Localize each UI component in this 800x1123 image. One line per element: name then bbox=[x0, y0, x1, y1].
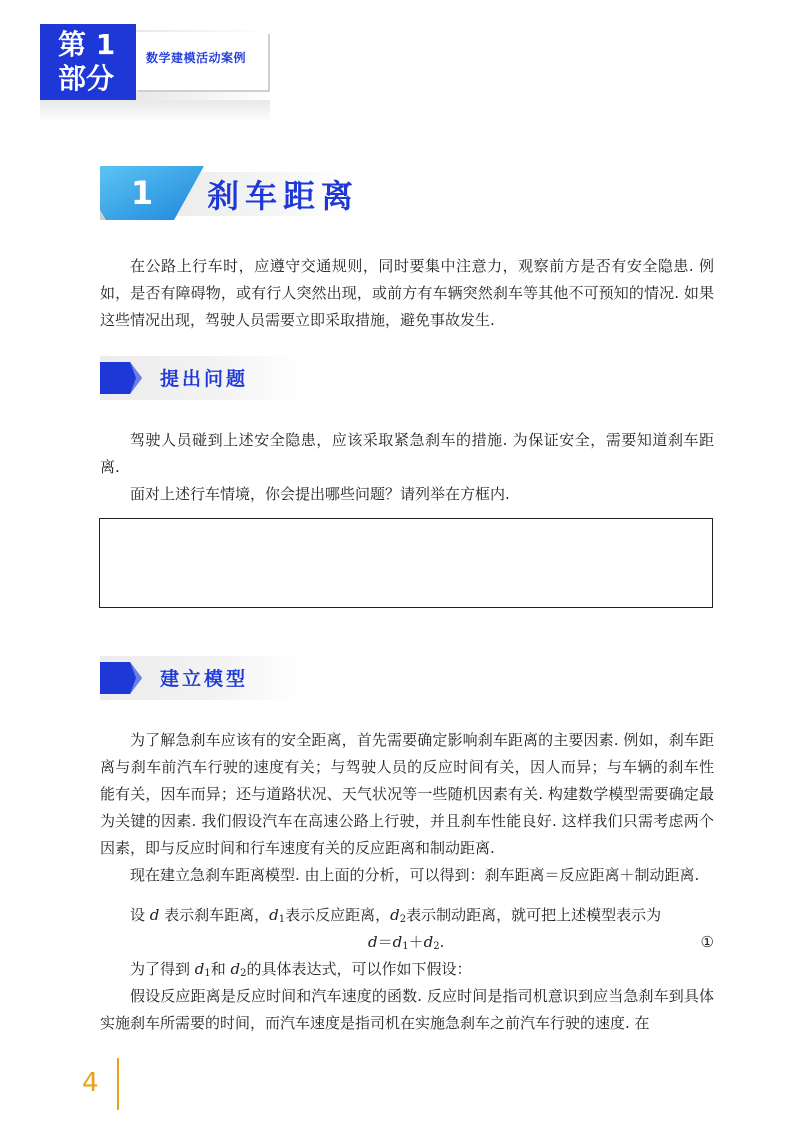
intro-paragraph: 在公路上行车时，应遵守交通规则，同时要集中注意力，观察前方是否有安全隐患. 例如，是否有障碍物，或有行人突然出现，或前方有车辆突然刹车等其他不可预知的情况. 如果这些情况出现，驾驶人员需要立即采取措施，避免事故发生. bbox=[100, 257, 714, 329]
section2-paragraph-3 bbox=[100, 902, 714, 929]
variable-d: d bbox=[194, 960, 205, 978]
variable-d: d bbox=[149, 906, 160, 924]
variable-d: d bbox=[423, 933, 434, 951]
variable-d: d bbox=[230, 960, 241, 978]
formula-line bbox=[100, 929, 714, 956]
part-badge bbox=[40, 24, 136, 100]
text-run: 的具体表达式，可以作如下假设： bbox=[246, 960, 472, 978]
part-line2: 部分 bbox=[58, 62, 115, 95]
text-run: 设 bbox=[130, 906, 150, 924]
text-run: 表示制动距离，就可把上述模型表示为 bbox=[406, 906, 662, 924]
variable-d: d bbox=[269, 906, 279, 924]
section-arrow-icon bbox=[100, 356, 150, 400]
page-number: 4 bbox=[82, 1068, 99, 1098]
chapter-number-badge bbox=[100, 166, 204, 220]
section-heading-ask bbox=[100, 356, 300, 400]
answer-box[interactable] bbox=[99, 518, 713, 608]
section1-paragraph-1: 驾驶人员碰到上述安全隐患，应该采取紧急刹车的措施. 为保证安全，需要知道刹车距离. bbox=[100, 431, 714, 476]
subscript: 1 bbox=[402, 941, 409, 952]
section2-paragraph-4 bbox=[100, 956, 714, 983]
section-heading-text: 提出问题 bbox=[160, 368, 249, 390]
formula-number: ① bbox=[700, 933, 714, 951]
variable-d: d bbox=[392, 933, 403, 951]
text-run: 表示反应距离， bbox=[285, 906, 391, 924]
page-number-divider bbox=[117, 1058, 119, 1110]
chapter-title: 刹车距离 bbox=[207, 177, 360, 215]
section2-paragraph-1: 为了解急刹车应该有的安全距离，首先需要确定影响刹车距离的主要因素. 例如，刹车距离与刹车前汽车行驶的速度有关；与驾驶人员的反应时间有关，因人而异；与车辆的刹车性能有关，因车而异；还与道路状况、天气状况等一些随机因素有关. 构建数学模型需要确定最为关键的因素. 我们假设汽车在高速公路上行驶，并且刹车性能良好. 这样我们只需考虑两个因素，即与反应时间和行车速度有关的反应距离和制动距离. bbox=[100, 731, 714, 857]
part-line1: 第 1 bbox=[58, 28, 116, 61]
variable-d: d bbox=[390, 906, 400, 924]
header-fade bbox=[40, 100, 270, 122]
section1-paragraph-2: 面对上述行车情境，你会提出哪些问题？请列举在方框内. bbox=[130, 485, 510, 503]
section2-paragraph-5: 假设反应距离是反应时间和汽车速度的函数. 反应时间是指司机意识到应当急刹车到具体实施刹车所需要的时间，而汽车速度是指司机在实施急刹车之前汽车行驶的速度. 在 bbox=[100, 987, 714, 1032]
section-label: 数学建模活动案例 bbox=[146, 51, 247, 65]
subscript: 1 bbox=[278, 914, 286, 925]
text-run: 为了得到 bbox=[130, 960, 195, 978]
section2-paragraph-2: 现在建立急刹车距离模型. 由上面的分析，可以得到：刹车距离＝反应距离＋制动距离. bbox=[130, 866, 700, 884]
text-run: 和 bbox=[210, 960, 231, 978]
section-heading-model bbox=[100, 656, 300, 700]
formula-expression bbox=[368, 929, 444, 956]
plus-sign: ＋ bbox=[408, 933, 424, 951]
equals-sign: ＝ bbox=[377, 933, 393, 951]
section-heading-text: 建立模型 bbox=[160, 668, 249, 690]
chapter-number: 1 bbox=[130, 174, 154, 212]
subscript: 2 bbox=[433, 941, 440, 952]
section-arrow-icon bbox=[100, 656, 150, 700]
subscript: 2 bbox=[399, 914, 407, 925]
subscript: 1 bbox=[204, 968, 211, 979]
subscript: 2 bbox=[240, 968, 247, 979]
section-label-box bbox=[136, 32, 268, 90]
period: . bbox=[439, 933, 445, 951]
variable-d: d bbox=[368, 933, 378, 951]
text-run: 表示刹车距离， bbox=[159, 906, 270, 924]
